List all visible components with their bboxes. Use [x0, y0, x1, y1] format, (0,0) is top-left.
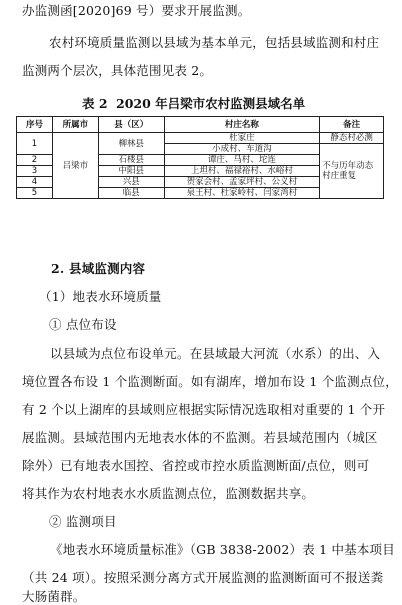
cell-seq: 4: [17, 177, 53, 188]
cell-county: 兴县: [98, 177, 164, 188]
cell-city: 吕梁市: [52, 133, 98, 199]
cell-county: 石楼县: [98, 155, 164, 166]
table-header-row: [17, 117, 384, 133]
table-row: [17, 133, 384, 144]
cell-village: 谭庄、马村、坨连: [164, 155, 320, 166]
cell-seq: 5: [17, 188, 53, 199]
paragraph-line: 除外）已有地表水国控、省控或市控水质监测断面/点位，则可: [22, 458, 370, 473]
paragraph-line: 以县域为点位布设单元。在县域最大河流（水系）的出、入: [50, 346, 381, 361]
cell-county: 临县: [98, 188, 164, 199]
header-county: 县（区）: [98, 117, 164, 133]
cell-seq: 3: [17, 166, 53, 177]
paragraph-line: 农村环境质量监测以县域为基本单元，包括县域监测和村庄: [49, 35, 380, 50]
table-caption: [0, 94, 402, 112]
table-number: 表 2: [82, 96, 108, 111]
table-title: 2020 年吕梁市农村监测县域名单: [116, 96, 306, 111]
paragraph-line: 展监测。县域范围内无地表水体的不监测。若县域范围内（城区: [22, 430, 378, 445]
item-heading: ① 点位布设: [49, 317, 117, 332]
cell-village: 杜家庄: [164, 133, 320, 144]
paragraph-line: 将其作为农村地表水水质监测点位，监测数据共享。: [22, 486, 315, 501]
paragraph-line: 《地表水环境质量标准》（GB 3838-2002）表 1 中基本项目: [50, 542, 395, 557]
item-heading: ② 监测项目: [49, 514, 117, 529]
cell-note: 不与历年动态村庄重复: [320, 144, 384, 199]
county-table: [16, 116, 384, 199]
paragraph-line: 大肠菌群。: [22, 589, 86, 604]
cell-note: 静态村必测: [320, 133, 384, 144]
header-note: 备注: [320, 117, 384, 133]
header-city: 所属市: [52, 117, 98, 133]
cell-county: 中阳县: [98, 166, 164, 177]
cell-county: 柳林县: [98, 133, 164, 155]
header-village: 村庄名称: [164, 117, 320, 133]
cell-seq: 2: [17, 155, 53, 166]
cell-village: 泉王村、杜家岭村、闫家湾村: [164, 188, 320, 199]
paragraph-line: 办监测函[2020]69 号）要求开展监测。: [22, 3, 251, 18]
section-heading: 2. 县域监测内容: [51, 261, 146, 276]
paragraph-line: （共 24 项）。按照采测分离方式开展监测的监测断面可不报送粪: [22, 570, 384, 585]
cell-village: 上坦村、福禄裕村、水峪村: [164, 166, 320, 177]
paragraph-line: 监测两个层次，具体范围见表 2。: [22, 63, 213, 78]
subsection-heading: （1）地表水环境质量: [39, 289, 162, 304]
paragraph-line: 境位置各布设 1 个监测断面。如有湖库，增加布设 1 个监测点位，: [22, 374, 398, 389]
header-seq: 序号: [17, 117, 53, 133]
paragraph-line: 有 2 个以上湖库的县域则应根据实际情况选取相对重要的 1 个开: [22, 402, 386, 417]
cell-village: 贺家会村、孟家坪村、公义村: [164, 177, 320, 188]
cell-seq: 1: [17, 133, 53, 155]
cell-village: 小成村、车道沟: [164, 144, 320, 155]
